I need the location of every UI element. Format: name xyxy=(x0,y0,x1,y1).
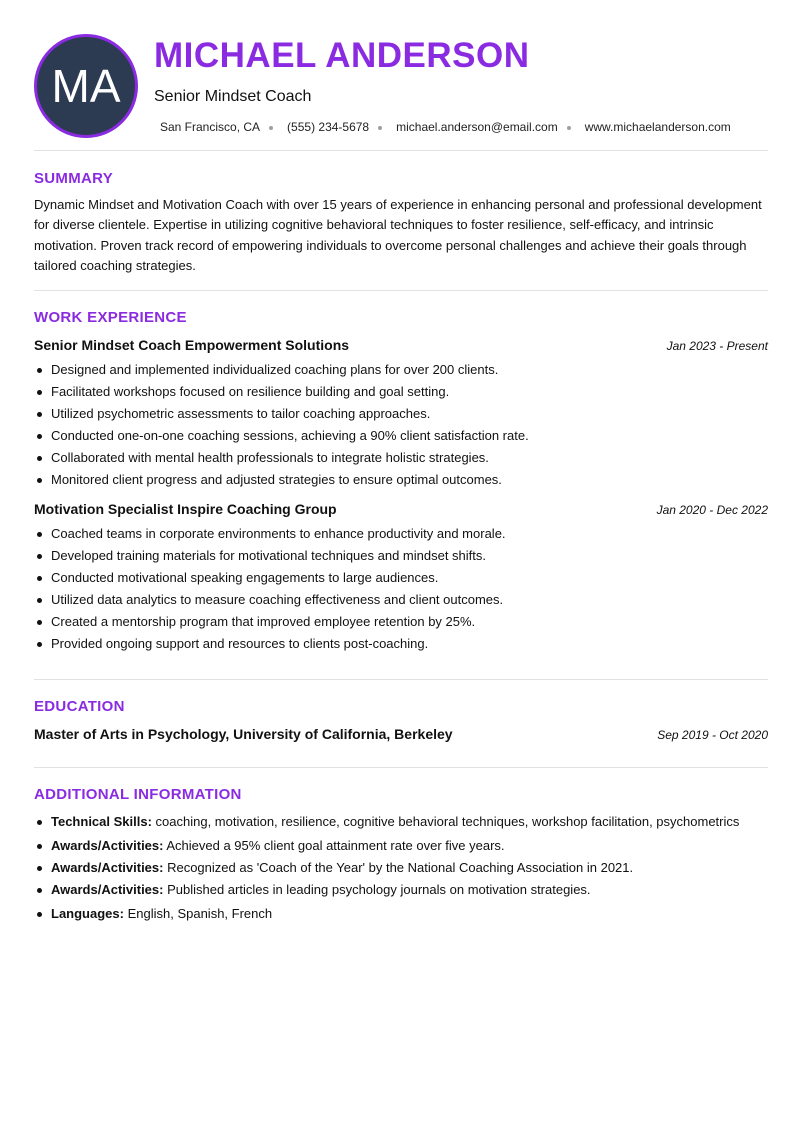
list-item xyxy=(34,901,768,927)
job-date: Jan 2023 - Present xyxy=(666,339,768,354)
avatar-initials: MA xyxy=(51,60,121,112)
list-item xyxy=(34,633,768,655)
resume-header xyxy=(34,0,768,150)
list-item xyxy=(34,469,768,491)
additional-heading: ADDITIONAL INFORMATION xyxy=(34,786,242,804)
job-title: Motivation Specialist Inspire Coaching Group xyxy=(34,501,337,518)
bullet-text: Created a mentorship program that improved employee retention by 25%. xyxy=(51,614,476,630)
bullet-icon xyxy=(37,532,42,537)
resume-page xyxy=(34,0,768,927)
bullet-icon xyxy=(37,478,42,483)
job-bullets xyxy=(34,359,768,491)
summary-text: Dynamic Mindset and Motivation Coach with over 15 years of experience in enhancing personal and professional development for diverse clientele. Expertise in utilizing cognitive behavioral techniques to foster resilience, self-efficacy, and intrinsic motivation. Proven track record of empowering individuals to overcome personal challenges and achieve their goals through tailored coaching strategies. xyxy=(34,197,762,273)
job-title: Senior Mindset Coach Empowerment Solutions xyxy=(34,337,350,354)
bullet-icon xyxy=(37,368,42,373)
bullet-icon xyxy=(37,598,42,603)
bullet-text: Conducted one-on-one coaching sessions, achieving a 90% client satisfaction rate. xyxy=(51,428,529,444)
bullet-icon xyxy=(37,888,42,893)
item-text: English, Spanish, French xyxy=(123,906,273,922)
bullet-text: Facilitated workshops focused on resilience building and goal setting. xyxy=(51,384,450,400)
bullet-icon xyxy=(37,456,42,461)
bullet-icon xyxy=(37,642,42,647)
bullet-text: Monitored client progress and adjusted strategies to ensure optimal outcomes. xyxy=(51,472,502,488)
additional-section xyxy=(34,768,768,927)
avatar xyxy=(34,34,138,138)
bullet-text: Provided ongoing support and resources to clients post-coaching. xyxy=(51,636,429,652)
list-item xyxy=(34,523,768,545)
item-label: Awards/Activities: xyxy=(51,882,164,898)
list-item xyxy=(34,879,768,901)
additional-list xyxy=(34,809,768,927)
list-item xyxy=(34,611,768,633)
bullet-text: Conducted motivational speaking engagements to large audiences. xyxy=(51,570,439,586)
item-label: Awards/Activities: xyxy=(51,860,164,876)
candidate-name: MICHAEL ANDERSON xyxy=(154,36,530,75)
contact-website[interactable]: www.michaelanderson.com xyxy=(584,120,731,134)
bullet-icon xyxy=(37,866,42,871)
experience-heading: WORK EXPERIENCE xyxy=(34,309,187,327)
item-text: Achieved a 95% client goal attainment rate over five years. xyxy=(163,838,505,854)
job-header xyxy=(34,337,768,353)
item-label: Awards/Activities: xyxy=(51,838,164,854)
education-entry xyxy=(34,726,768,742)
contact-line xyxy=(160,120,731,134)
item-label: Technical Skills: xyxy=(51,814,152,830)
contact-email[interactable]: michael.anderson@email.com xyxy=(396,120,558,134)
list-item xyxy=(34,835,768,857)
summary-section xyxy=(34,151,768,276)
list-item xyxy=(34,589,768,611)
list-item xyxy=(34,359,768,381)
job-date: Jan 2020 - Dec 2022 xyxy=(656,503,768,518)
bullet-text: Coached teams in corporate environments to enhance productivity and morale. xyxy=(51,526,506,542)
separator-dot xyxy=(567,126,571,130)
list-item xyxy=(34,447,768,469)
summary-heading: SUMMARY xyxy=(34,170,114,187)
item-text: Published articles in leading psychology journals on motivation strategies. xyxy=(163,882,591,898)
education-heading: EDUCATION xyxy=(34,698,125,716)
job-header xyxy=(34,501,768,517)
contact-phone: (555) 234-5678 xyxy=(287,120,370,134)
bullet-icon xyxy=(37,434,42,439)
item-text: Recognized as 'Coach of the Year' by the National Coaching Association in 2021. xyxy=(163,860,634,876)
list-item xyxy=(34,857,768,879)
contact-location: San Francisco, CA xyxy=(160,120,261,134)
education-date: Sep 2019 - Oct 2020 xyxy=(657,728,768,743)
job-bullets xyxy=(34,523,768,655)
bullet-icon xyxy=(37,390,42,395)
degree: Master of Arts in Psychology, University of California, Berkeley xyxy=(34,726,453,743)
bullet-icon xyxy=(37,912,42,917)
education-section xyxy=(34,680,768,742)
bullet-text: Designed and implemented individualized coaching plans for over 200 clients. xyxy=(51,362,499,378)
list-item xyxy=(34,545,768,567)
bullet-icon xyxy=(37,554,42,559)
bullet-icon xyxy=(37,412,42,417)
bullet-text: Developed training materials for motivational techniques and mindset shifts. xyxy=(51,548,487,564)
bullet-icon xyxy=(37,620,42,625)
bullet-icon xyxy=(37,820,42,825)
list-item xyxy=(34,381,768,403)
candidate-title: Senior Mindset Coach xyxy=(154,88,312,105)
job-entry xyxy=(34,501,768,655)
separator-dot xyxy=(378,126,382,130)
list-item xyxy=(34,425,768,447)
bullet-icon xyxy=(37,576,42,581)
list-item xyxy=(34,809,768,835)
item-label: Languages: xyxy=(51,906,124,922)
separator-dot xyxy=(269,126,273,130)
item-text: coaching, motivation, resilience, cognitive behavioral techniques, workshop facilitation, psychometrics xyxy=(151,814,740,830)
list-item xyxy=(34,567,768,589)
bullet-text: Utilized data analytics to measure coaching effectiveness and client outcomes. xyxy=(51,592,504,608)
list-item xyxy=(34,403,768,425)
bullet-text: Collaborated with mental health professionals to integrate holistic strategies. xyxy=(51,450,489,466)
bullet-icon xyxy=(37,844,42,849)
bullet-text: Utilized psychometric assessments to tailor coaching approaches. xyxy=(51,406,431,422)
job-entry xyxy=(34,337,768,491)
experience-section xyxy=(34,291,768,655)
